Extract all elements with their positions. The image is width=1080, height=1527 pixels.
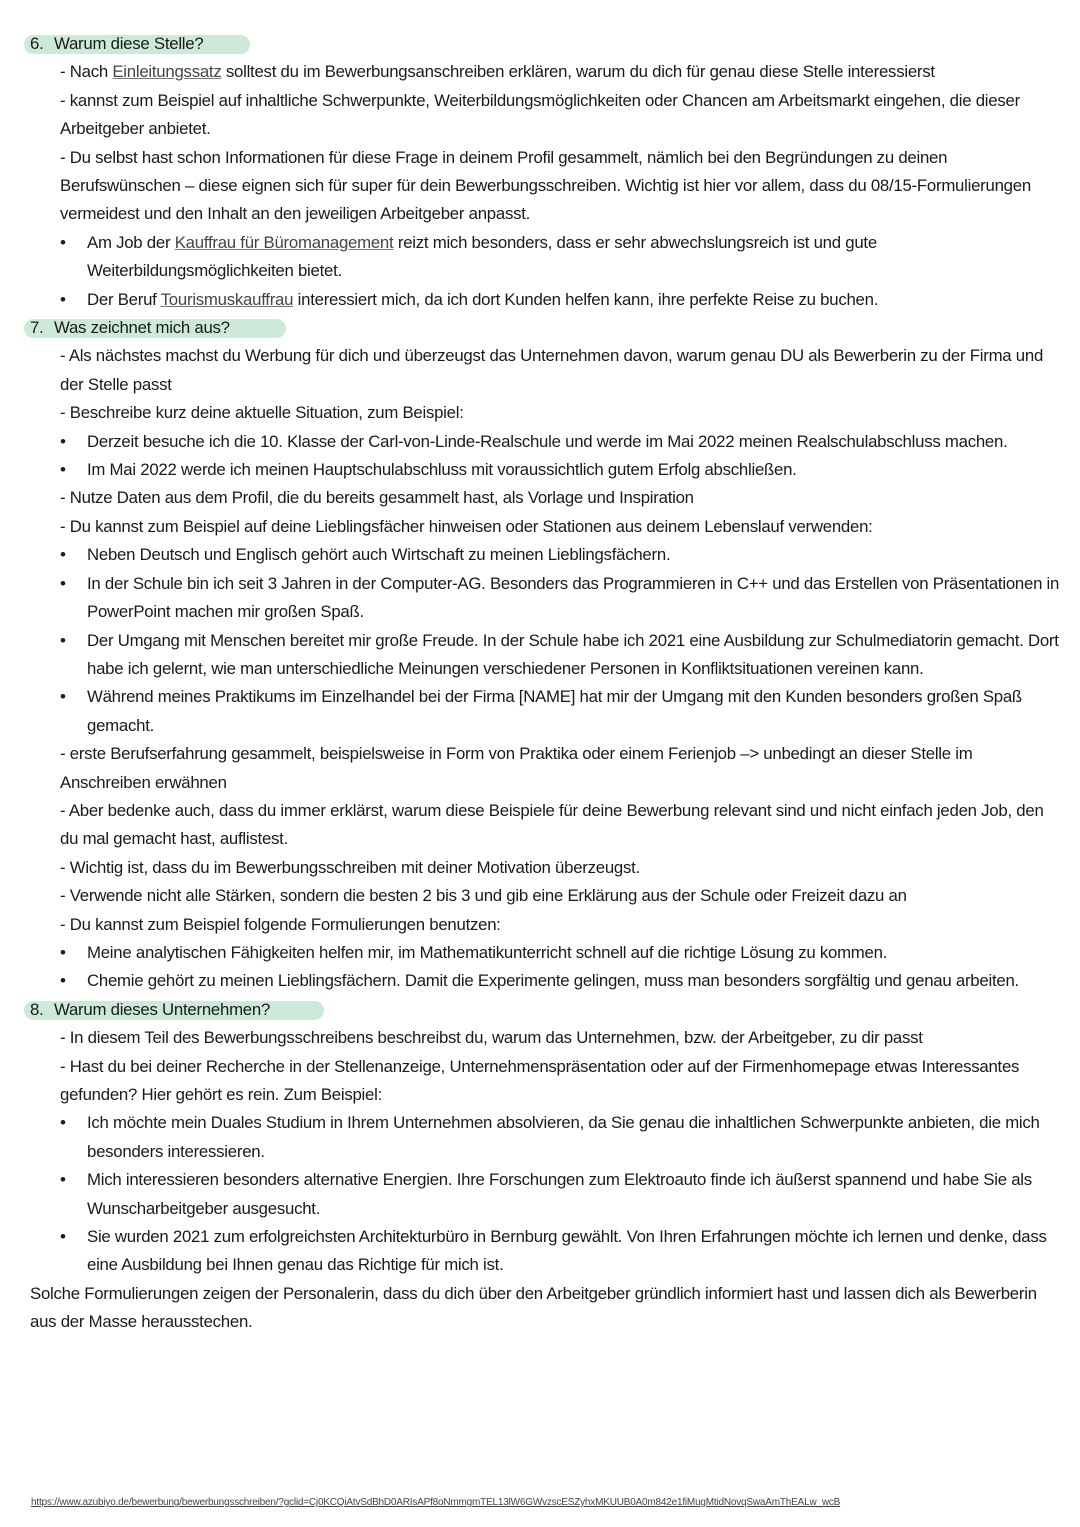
section-7-heading bbox=[24, 314, 1060, 342]
paragraph: - Hast du bei deiner Recherche in der Stellenanzeige, Unternehmenspräsentation oder auf der Firmenhomepage etwas Interessantes gefunden? Hier gehört es rein. Zum Beispiel: bbox=[60, 1056, 1020, 1104]
paragraph: - kannst zum Beispiel auf inhaltliche Schwerpunkte, Weiterbildungsmöglichkeiten oder Chancen am Arbeitsmarkt eingehen, die dieser Arbeitgeber anbietet. bbox=[60, 90, 1020, 139]
document-content bbox=[30, 30, 1060, 1337]
section-title: Was zeichnet mich aus? bbox=[54, 318, 230, 338]
list-item: • Mich interessieren besonders alternative Energien. Ihre Forschungen zum Elektroauto finde ich äußerst spannend und habe Sie als Wunscharbeitgeber ausgesucht. bbox=[30, 1166, 1060, 1223]
list-item: • Am Job der Kauffrau für Büromanagement reizt mich besonders, dass er sehr abwechslungsreich ist und gute Weiterbildungsmöglichkeiten bietet. bbox=[30, 229, 1060, 286]
section-6-heading bbox=[24, 30, 1060, 58]
section-number: 6. bbox=[30, 34, 44, 53]
link-einleitungssatz[interactable]: Einleitungssatz bbox=[112, 62, 222, 82]
paragraph: - Du kannst zum Beispiel auf deine Lieblingsfächer hinweisen oder Stationen aus deinem Lebenslauf verwenden: bbox=[60, 516, 873, 536]
paragraph: - Verwende nicht alle Stärken, sondern die besten 2 bis 3 und gib eine Erklärung aus der Schule oder Freizeit dazu an bbox=[60, 886, 907, 906]
list-item: • Der Beruf Tourismuskauffrau interessiert mich, da ich dort Kunden helfen kann, ihre perfekte Reise zu buchen. bbox=[30, 286, 1060, 314]
paragraph: - Nutze Daten aus dem Profil, die du bereits gesammelt hast, als Vorlage und Inspiration bbox=[60, 488, 694, 508]
bullet-icon: • bbox=[60, 573, 66, 593]
paragraph: - Wichtig ist, dass du im Bewerbungsschreiben mit deiner Motivation überzeugst. bbox=[60, 857, 640, 877]
bullet-icon: • bbox=[60, 630, 66, 650]
list-item: • Chemie gehört zu meinen Lieblingsfächern. Damit die Experimente gelingen, muss man besonders sorgfältig und genau arbeiten. bbox=[30, 967, 1060, 995]
section-8-heading bbox=[24, 996, 1060, 1024]
section-title: Warum diese Stelle? bbox=[54, 34, 204, 53]
section-title: Warum dieses Unternehmen? bbox=[54, 999, 271, 1019]
paragraph: - Aber bedenke auch, dass du immer erklärst, warum diese Beispiele für deine Bewerbung relevant sind und nicht einfach jeden Job, den du mal gemacht hast, auflistest. bbox=[60, 800, 1044, 849]
paragraph: - Beschreibe kurz deine aktuelle Situation, zum Beispiel: bbox=[60, 403, 464, 423]
list-item: • Im Mai 2022 werde ich meinen Hauptschulabschluss mit voraussichtlich gutem Erfolg abschließen. bbox=[30, 456, 1060, 484]
bullet-icon: • bbox=[60, 1227, 66, 1247]
paragraph: - Als nächstes machst du Werbung für dich und überzeugst das Unternehmen davon, warum genau DU als Bewerberin zu der Firma und der Stelle passt bbox=[60, 346, 1044, 394]
list-item: • Ich möchte mein Duales Studium in Ihrem Unternehmen absolvieren, da Sie genau die inhaltlichen Schwerpunkte anbieten, die mich besonders interessieren. bbox=[30, 1109, 1060, 1166]
paragraph: - Du selbst hast schon Informationen für diese Frage in deinem Profil gesammelt, nämlich bei den Begründungen zu deinen Berufswünschen – diese eignen sich für super für dein Bewerbungsschreiben. Wichtig ist hier vor allem, dass du 08/15-Formulierungen vermeidest und den Inhalt an den jeweiligen Arbeitgeber anpasst. bbox=[60, 147, 1031, 224]
list-item: • In der Schule bin ich seit 3 Jahren in der Computer-AG. Besonders das Programmieren in C++ und das Erstellen von Präsentationen in PowerPoint machen mir großen Spaß. bbox=[30, 570, 1060, 627]
bullet-icon: • bbox=[60, 545, 66, 565]
closing-paragraph: Solche Formulierungen zeigen der Personalerin, dass du dich über den Arbeitgeber gründlich informiert hast und lassen dich als Bewerberin aus der Masse herausstechen. bbox=[30, 1283, 1037, 1332]
paragraph: - Du kannst zum Beispiel folgende Formulierungen benutzen: bbox=[60, 914, 501, 934]
link-kauffrau-bueromanagement[interactable]: Kauffrau für Büromanagement bbox=[174, 232, 394, 252]
bullet-icon: • bbox=[60, 1170, 66, 1190]
bullet-icon: • bbox=[60, 289, 66, 309]
list-item: • Der Umgang mit Menschen bereitet mir große Freude. In der Schule habe ich 2021 eine Ausbildung zur Schulmediatorin gemacht. Dort habe ich gelernt, wie man unterschiedliche Meinungen verschiedener Personen in Konfliktsituationen vereinen kann. bbox=[30, 627, 1060, 684]
bullet-icon: • bbox=[60, 1113, 66, 1133]
source-url-link[interactable]: https://www.azubiyo.de/bewerbung/bewerbungsschreiben/?gclid=Cj0KCQiAtvSdBhD0ARIsAPf8oNmmgmTEL13lW6GWvzscESZyhxMKUUB0A0m842e1fiMugMtidNovqSwaAmThEALw_wcB bbox=[31, 1497, 841, 1508]
section-number: 7. bbox=[30, 318, 44, 338]
list-item: • Sie wurden 2021 zum erfolgreichsten Architekturbüro in Bernburg gewählt. Von Ihren Erfahrungen möchte ich lernen und denke, dass eine Ausbildung bei Ihnen genau das Richtige für mich ist. bbox=[30, 1223, 1060, 1280]
bullet-icon: • bbox=[60, 232, 66, 252]
bullet-icon: • bbox=[60, 942, 66, 962]
bullet-icon: • bbox=[60, 460, 66, 480]
link-tourismuskauffrau[interactable]: Tourismuskauffrau bbox=[160, 289, 294, 309]
bullet-icon: • bbox=[60, 971, 66, 991]
paragraph: - In diesem Teil des Bewerbungsschreibens beschreibst du, warum das Unternehmen, bzw. der Arbeitgeber, zu dir passt bbox=[60, 1028, 923, 1048]
list-item: • Neben Deutsch und Englisch gehört auch Wirtschaft zu meinen Lieblingsfächern. bbox=[30, 541, 1060, 569]
list-item: • Während meines Praktikums im Einzelhandel bei der Firma [NAME] hat mir der Umgang mit den Kunden besonders großen Spaß gemacht. bbox=[30, 683, 1060, 740]
bullet-icon: • bbox=[60, 687, 66, 707]
list-item: • Meine analytischen Fähigkeiten helfen mir, im Mathematikunterricht schnell auf die richtige Lösung zu kommen. bbox=[30, 939, 1060, 967]
paragraph: - erste Berufserfahrung gesammelt, beispielsweise in Form von Praktika oder einem Ferienjob –> unbedingt an dieser Stelle im Anschreiben erwähnen bbox=[60, 744, 973, 792]
bullet-icon: • bbox=[60, 431, 66, 451]
paragraph: - Nach Einleitungssatz solltest du im Bewerbungsanschreiben erklären, warum du dich für genau diese Stelle interessierst bbox=[60, 62, 935, 82]
list-item: • Derzeit besuche ich die 10. Klasse der Carl-von-Linde-Realschule und werde im Mai 2022 meinen Realschulabschluss machen. bbox=[30, 428, 1060, 456]
section-number: 8. bbox=[30, 999, 44, 1019]
